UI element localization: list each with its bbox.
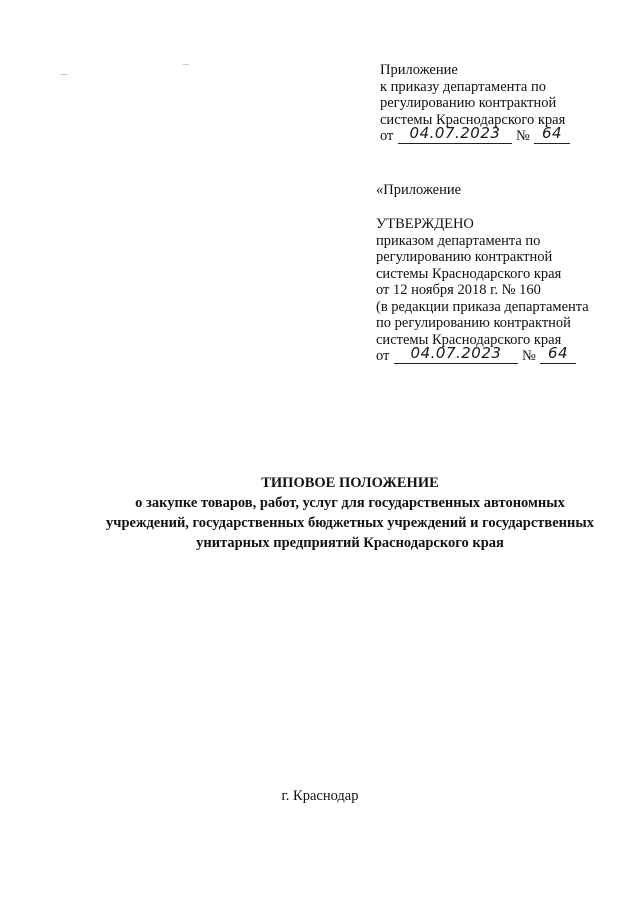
approval-line: от 12 ноября 2018 г. № 160	[376, 282, 541, 298]
order-prefix: от	[380, 128, 394, 144]
appendix-heading: «Приложение	[376, 182, 462, 198]
order-reference	[380, 124, 565, 146]
approval-line: приказом департамента по	[376, 232, 541, 249]
title-subtitle-line: о закупке товаров, работ, услуг для государственных автономных	[135, 495, 565, 511]
approval-line: системы Краснодарского края	[376, 265, 562, 282]
appendix-line: к приказу департамента по	[380, 78, 546, 95]
appendix-reference	[380, 62, 565, 146]
scan-artifact	[183, 64, 189, 65]
appendix-line: системы Краснодарского края	[380, 111, 566, 128]
approval-line: по регулированию контрактной	[376, 315, 571, 331]
order-date-handwritten: 04.07.2023	[394, 345, 518, 364]
order-date-handwritten: 04.07.2023	[398, 125, 512, 144]
order-number-label: №	[522, 348, 536, 364]
city-name: г. Краснодар	[281, 788, 359, 804]
order-number-handwritten: 64	[540, 345, 576, 364]
approval-line: (в редакции приказа департамента	[376, 298, 589, 315]
approval-stamp	[376, 216, 589, 366]
amendment-order-reference	[376, 344, 589, 366]
scan-artifact	[60, 74, 68, 75]
approval-line: системы Краснодарского края	[376, 331, 562, 348]
title-subtitle-line: учреждений, государственных бюджетных учреждений и государственных	[106, 515, 594, 531]
title-main: ТИПОВОЕ ПОЛОЖЕНИЕ	[261, 475, 439, 491]
title-subtitle-line: унитарных предприятий Краснодарского края	[196, 535, 504, 551]
approval-line: УТВЕРЖДЕНО	[376, 216, 474, 232]
approval-line: регулированию контрактной	[376, 249, 553, 265]
order-number-label: №	[516, 128, 530, 144]
order-prefix: от	[376, 348, 390, 364]
order-number-handwritten: 64	[534, 125, 570, 144]
appendix-line: регулированию контрактной	[380, 95, 557, 111]
appendix-line: Приложение	[380, 62, 458, 78]
document-title	[60, 473, 640, 553]
